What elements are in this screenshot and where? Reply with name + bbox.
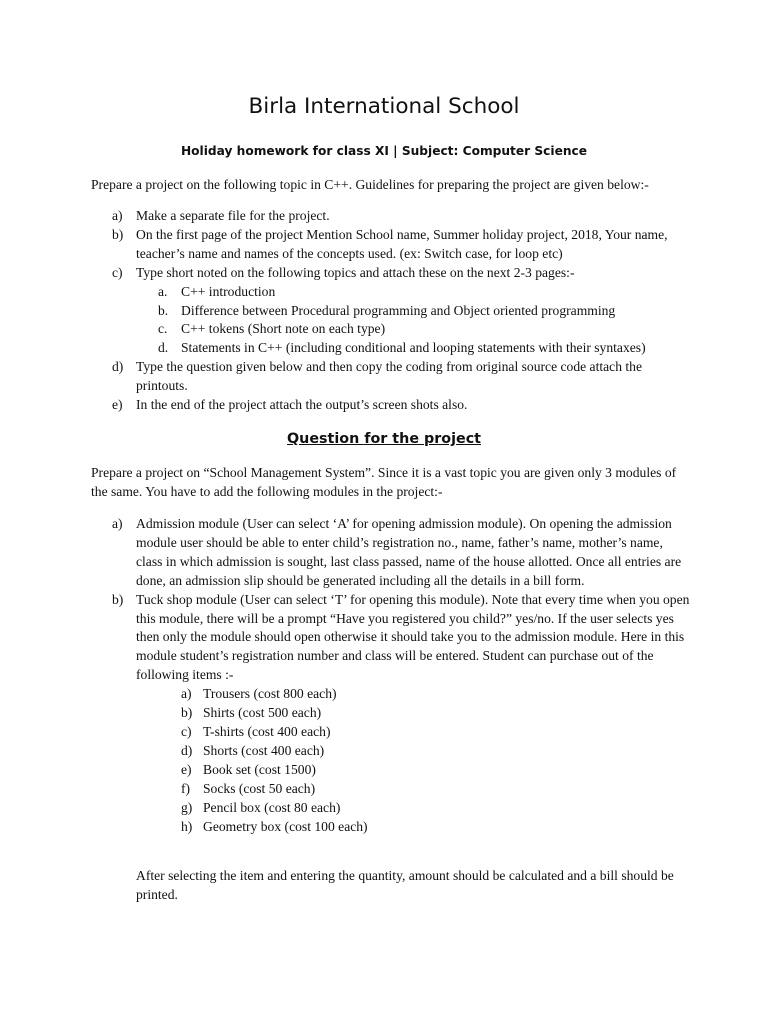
list-item-text: T-shirts (cost 400 each) <box>203 723 331 739</box>
list-item <box>136 704 691 723</box>
list-item <box>91 358 691 396</box>
list-item-text: Book set (cost 1500) <box>203 761 316 777</box>
homework-subtitle: Holiday homework for class XI | Subject: Computer Science <box>180 144 588 158</box>
list-item <box>136 723 691 742</box>
list-marker: a) <box>112 208 123 223</box>
list-item <box>136 742 691 761</box>
school-title: Birla International School <box>248 94 520 119</box>
list-marker: e) <box>181 761 192 777</box>
list-marker: a) <box>181 686 192 702</box>
list-marker: f) <box>181 780 191 796</box>
list-item <box>91 264 691 283</box>
question-intro-paragraph: Prepare a project on “School Management System”. Since it is a vast topic you are given only 3 modules of the same. You have to add the following modules in the project:- <box>91 465 677 499</box>
list-item-text: Statements in C++ (including conditional and looping statements with their syntaxes) <box>181 340 646 356</box>
list-marker: a) <box>112 516 123 531</box>
list-marker: b) <box>112 226 124 242</box>
list-item <box>91 302 691 321</box>
list-item-text: In the end of the project attach the output’s screen shots also. <box>136 397 468 413</box>
list-marker: d) <box>112 359 124 375</box>
list-marker: b. <box>158 302 169 318</box>
list-item <box>91 339 691 358</box>
question-heading-text: Question for the project <box>286 431 482 447</box>
list-marker: d. <box>158 340 169 356</box>
topics-container <box>91 283 691 359</box>
question-heading <box>0 428 768 450</box>
list-marker: b) <box>181 705 193 721</box>
list-item-text: C++ introduction <box>181 283 276 299</box>
list-item-text: Type short noted on the following topics and attach these on the next 2-3 pages:- <box>136 264 575 280</box>
list-item <box>91 591 691 837</box>
list-marker: h) <box>181 818 193 834</box>
list-item-text: Make a separate file for the project. <box>136 208 330 223</box>
list-marker: e) <box>112 397 123 413</box>
list-item <box>91 320 691 339</box>
list-item-text: Difference between Procedural programming and Object oriented programming <box>181 302 616 318</box>
list-item-text: Trousers (cost 800 each) <box>203 686 337 702</box>
list-item-text: On the first page of the project Mention School name, Summer holiday project, 2018, Your name, teacher’s name and names of the concepts used. (ex: Switch case, for loop etc) <box>136 226 668 261</box>
list-marker: d) <box>181 742 193 758</box>
list-item-text: Shorts (cost 400 each) <box>203 742 325 758</box>
list-item-text: Type the question given below and then copy the coding from original source code attach the printouts. <box>136 359 643 394</box>
list-item <box>91 515 691 591</box>
list-item-text: Geometry box (cost 100 each) <box>203 818 368 834</box>
list-item <box>91 207 691 226</box>
list-item <box>91 283 691 302</box>
list-item <box>136 780 691 799</box>
closing-paragraph: After selecting the item and entering the quantity, amount should be calculated and a bill should be printed. <box>136 868 674 902</box>
list-marker: a. <box>158 283 168 299</box>
list-item-text: Pencil box (cost 80 each) <box>203 799 341 815</box>
list-marker: g) <box>181 799 193 815</box>
modules-list <box>91 515 691 836</box>
topics-list <box>91 283 691 359</box>
list-item <box>91 396 691 415</box>
list-item <box>136 818 691 837</box>
intro-paragraph: Prepare a project on the following topic in C++. Guidelines for preparing the project are given below:- <box>91 177 649 192</box>
list-marker: b) <box>112 591 124 607</box>
list-item-text: Socks (cost 50 each) <box>203 780 316 796</box>
list-item-text: Admission module (User can select ‘A’ for opening admission module). On opening the admission module user should be able to enter child’s registration no., name, father’s name, mother’s name, class in which admission is sought, last class passed, name of the house allotted. Once all entries are done, an admission slip should be generated including all the details in a bill form. <box>136 516 682 588</box>
list-item <box>91 226 691 264</box>
list-item-text: Shirts (cost 500 each) <box>203 705 322 721</box>
guidelines-list <box>91 207 691 415</box>
list-item <box>136 799 691 818</box>
list-item-text: Tuck shop module (User can select ‘T’ for opening this module). Note that every time when you open this module, there will be a prompt “Have you registered you child?” yes/no. If the user selects yes then only the module should open otherwise it should take you to the admission module. Here in this module student’s registration number and class will be entered. Student can purchase out of the following items :- <box>136 591 690 683</box>
list-marker: c. <box>158 321 168 337</box>
list-item <box>136 761 691 780</box>
list-marker: c) <box>112 264 123 280</box>
list-marker: c) <box>181 723 192 739</box>
list-item-text: C++ tokens (Short note on each type) <box>181 321 386 337</box>
tuck-shop-items-list <box>136 685 691 836</box>
list-item <box>136 685 691 704</box>
